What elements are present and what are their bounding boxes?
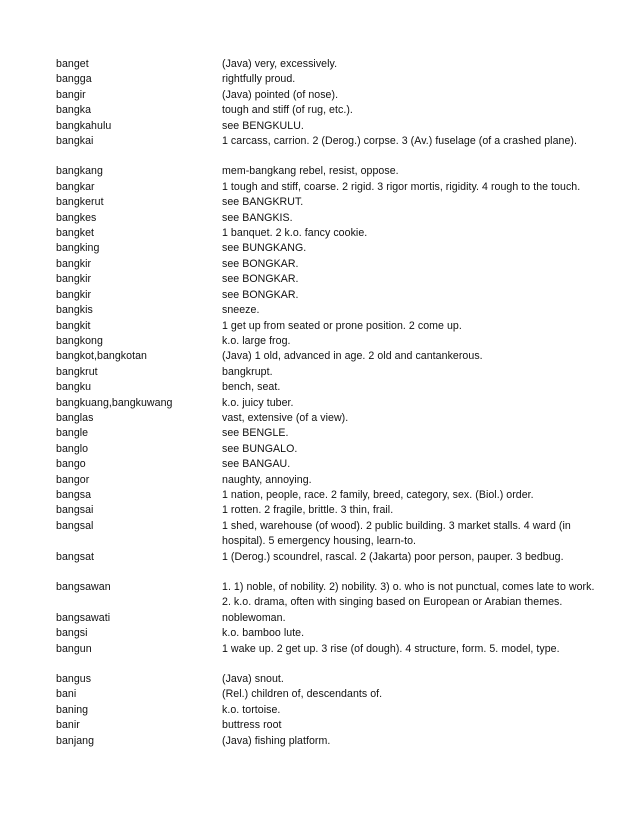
entry-headword: banglas bbox=[56, 411, 94, 424]
entry-definition: noblewoman. bbox=[222, 611, 286, 624]
entry-definition: 1 wake up. 2 get up. 3 rise (of dough). 4 structure, form. 5. model, type. bbox=[222, 642, 560, 655]
entry-headword: bangir bbox=[56, 88, 86, 101]
entry-headword: bangka bbox=[56, 104, 92, 117]
entry-definition: see BUNGKANG. bbox=[222, 242, 307, 255]
dictionary-entry bbox=[56, 226, 596, 241]
dictionary-entry bbox=[56, 626, 596, 641]
entry-headword: bangku bbox=[56, 381, 92, 394]
entry-headword: bangsal bbox=[56, 519, 94, 532]
dictionary-entry bbox=[56, 642, 596, 657]
dictionary-entry bbox=[56, 57, 596, 72]
entry-headword: bangkir bbox=[56, 288, 92, 301]
entry-definition: sneeze. bbox=[222, 304, 260, 317]
entry-headword: bangsi bbox=[56, 627, 88, 640]
entry-definition: rightfully proud. bbox=[222, 73, 296, 86]
entry-definition: see BONGKAR. bbox=[222, 257, 299, 270]
dictionary-entry bbox=[56, 550, 596, 565]
entry-headword: bani bbox=[56, 688, 77, 701]
dictionary-entry bbox=[56, 488, 596, 503]
entry-definition: 1 banquet. 2 k.o. fancy cookie. bbox=[222, 227, 368, 240]
entry-definition: (Java) fishing platform. bbox=[222, 734, 331, 747]
entry-headword: bangsa bbox=[56, 488, 92, 501]
dictionary-entry bbox=[56, 718, 596, 733]
dictionary-entry bbox=[56, 349, 596, 364]
entry-headword: bangkot,bangkotan bbox=[56, 350, 147, 363]
dictionary-entry bbox=[56, 134, 596, 149]
dictionary-entry bbox=[56, 426, 596, 441]
dictionary-entry bbox=[56, 303, 596, 318]
entry-headword: baning bbox=[56, 703, 89, 716]
entry-definition: buttress root bbox=[222, 719, 282, 732]
entry-definition: 1 tough and stiff, coarse. 2 rigid. 3 rigor mortis, rigidity. 4 rough to the touch. bbox=[222, 180, 581, 193]
entry-definition: k.o. tortoise. bbox=[222, 703, 281, 716]
entry-headword: bangket bbox=[56, 227, 95, 240]
entry-headword: bangun bbox=[56, 642, 92, 655]
entry-definition: 1. 1) noble, of nobility. 2) nobility. 3) o. who is not punctual, comes late to work. 2. k.o. drama, often with singing based on European or Arabian themes. bbox=[222, 581, 595, 609]
entry-definition: see BENGLE. bbox=[222, 427, 289, 440]
entry-definition: see BANGKIS. bbox=[222, 211, 293, 224]
entry-definition: tough and stiff (of rug, etc.). bbox=[222, 104, 353, 117]
entry-headword: bangkahulu bbox=[56, 119, 112, 132]
entry-definition: bangkrupt. bbox=[222, 365, 273, 378]
entry-definition: bench, seat. bbox=[222, 381, 281, 394]
entry-definition: 1 rotten. 2 fragile, brittle. 3 thin, frail. bbox=[222, 504, 394, 517]
entry-headword: bangkes bbox=[56, 211, 97, 224]
entry-definition: see BUNGALO. bbox=[222, 442, 298, 455]
entry-headword: banir bbox=[56, 719, 80, 732]
entry-headword: bangle bbox=[56, 427, 89, 440]
entry-definition: vast, extensive (of a view). bbox=[222, 411, 349, 424]
dictionary-entry bbox=[56, 257, 596, 272]
dictionary-entry bbox=[56, 319, 596, 334]
dictionary-entry bbox=[56, 211, 596, 226]
entry-headword: bangkrut bbox=[56, 365, 98, 378]
entry-definition: (Java) pointed (of nose). bbox=[222, 88, 339, 101]
entry-list bbox=[56, 57, 596, 749]
dictionary-entry bbox=[56, 580, 596, 611]
entry-headword: banget bbox=[56, 58, 89, 70]
entry-headword: bango bbox=[56, 458, 86, 471]
entry-definition: see BANGAU. bbox=[222, 458, 291, 471]
entry-definition: see BONGKAR. bbox=[222, 288, 299, 301]
entry-definition: 1 nation, people, race. 2 family, breed, category, sex. (Biol.) order. bbox=[222, 488, 534, 501]
dictionary-entry bbox=[56, 164, 596, 179]
entry-definition: mem-bangkang rebel, resist, oppose. bbox=[222, 165, 399, 178]
entry-definition: 1 (Derog.) scoundrel, rascal. 2 (Jakarta) poor person, pauper. 3 bedbug. bbox=[222, 550, 564, 563]
dictionary-entry bbox=[56, 503, 596, 518]
entry-headword: bangkerut bbox=[56, 196, 104, 209]
dictionary-entry bbox=[56, 672, 596, 687]
entry-headword: bangga bbox=[56, 73, 92, 86]
entry-headword: bangkis bbox=[56, 304, 93, 317]
entry-headword: bangsai bbox=[56, 504, 94, 517]
entry-definition: see BONGKAR. bbox=[222, 273, 299, 286]
dictionary-entry bbox=[56, 473, 596, 488]
entry-definition: see BANGKRUT. bbox=[222, 196, 304, 209]
dictionary-entry bbox=[56, 396, 596, 411]
dictionary-entry bbox=[56, 380, 596, 395]
entry-headword: bangking bbox=[56, 242, 100, 255]
dictionary-entry bbox=[56, 519, 596, 550]
entry-definition: see BENGKULU. bbox=[222, 119, 304, 132]
dictionary-entry bbox=[56, 195, 596, 210]
entry-headword: bangkar bbox=[56, 180, 95, 193]
entry-definition: (Java) snout. bbox=[222, 673, 284, 686]
dictionary-entry bbox=[56, 411, 596, 426]
dictionary-entry bbox=[56, 734, 596, 749]
entry-definition: k.o. juicy tuber. bbox=[222, 396, 294, 409]
entry-definition: 1 get up from seated or prone position. 2 come up. bbox=[222, 319, 462, 332]
entry-headword: bangkong bbox=[56, 334, 103, 347]
entry-headword: bangsawati bbox=[56, 611, 111, 624]
dictionary-entry bbox=[56, 687, 596, 702]
entry-headword: bangkai bbox=[56, 135, 94, 148]
dictionary-entry bbox=[56, 103, 596, 118]
dictionary-entry bbox=[56, 611, 596, 626]
entry-headword: bangkit bbox=[56, 319, 91, 332]
dictionary-entry bbox=[56, 442, 596, 457]
entry-definition: (Java) very, excessively. bbox=[222, 58, 338, 70]
entry-definition: naughty, annoying. bbox=[222, 473, 312, 486]
dictionary-entry bbox=[56, 703, 596, 718]
entry-headword: bangkang bbox=[56, 165, 103, 178]
entry-headword: bangor bbox=[56, 473, 90, 486]
entry-headword: bangkuang,bangkuwang bbox=[56, 396, 173, 409]
entry-headword: bangsawan bbox=[56, 581, 111, 593]
dictionary-entry bbox=[56, 457, 596, 472]
dictionary-entry bbox=[56, 88, 596, 103]
entry-definition: 1 shed, warehouse (of wood). 2 public building. 3 market stalls. 4 ward (in hospital). 5 emergency housing, learn-to. bbox=[222, 519, 571, 548]
dictionary-entry bbox=[56, 365, 596, 380]
entry-headword: bangsat bbox=[56, 550, 95, 563]
entry-headword: banglo bbox=[56, 442, 89, 455]
dictionary-entry bbox=[56, 288, 596, 303]
entry-definition: 1 carcass, carrion. 2 (Derog.) corpse. 3 (Av.) fuselage (of a crashed plane). bbox=[222, 135, 577, 148]
dictionary-entry bbox=[56, 180, 596, 195]
dictionary-entry bbox=[56, 119, 596, 134]
entry-definition: (Rel.) children of, descendants of. bbox=[222, 688, 383, 701]
dictionary-entry bbox=[56, 272, 596, 287]
entry-headword: banjang bbox=[56, 734, 95, 747]
dictionary-entry bbox=[56, 72, 596, 87]
entry-definition: (Java) 1 old, advanced in age. 2 old and cantankerous. bbox=[222, 350, 483, 363]
entry-headword: bangkir bbox=[56, 257, 92, 270]
entry-definition: k.o. bamboo lute. bbox=[222, 627, 305, 640]
entry-headword: bangus bbox=[56, 673, 92, 686]
dictionary-entry bbox=[56, 334, 596, 349]
entry-definition: k.o. large frog. bbox=[222, 334, 291, 347]
entry-headword: bangkir bbox=[56, 273, 92, 286]
dictionary-entry bbox=[56, 241, 596, 256]
